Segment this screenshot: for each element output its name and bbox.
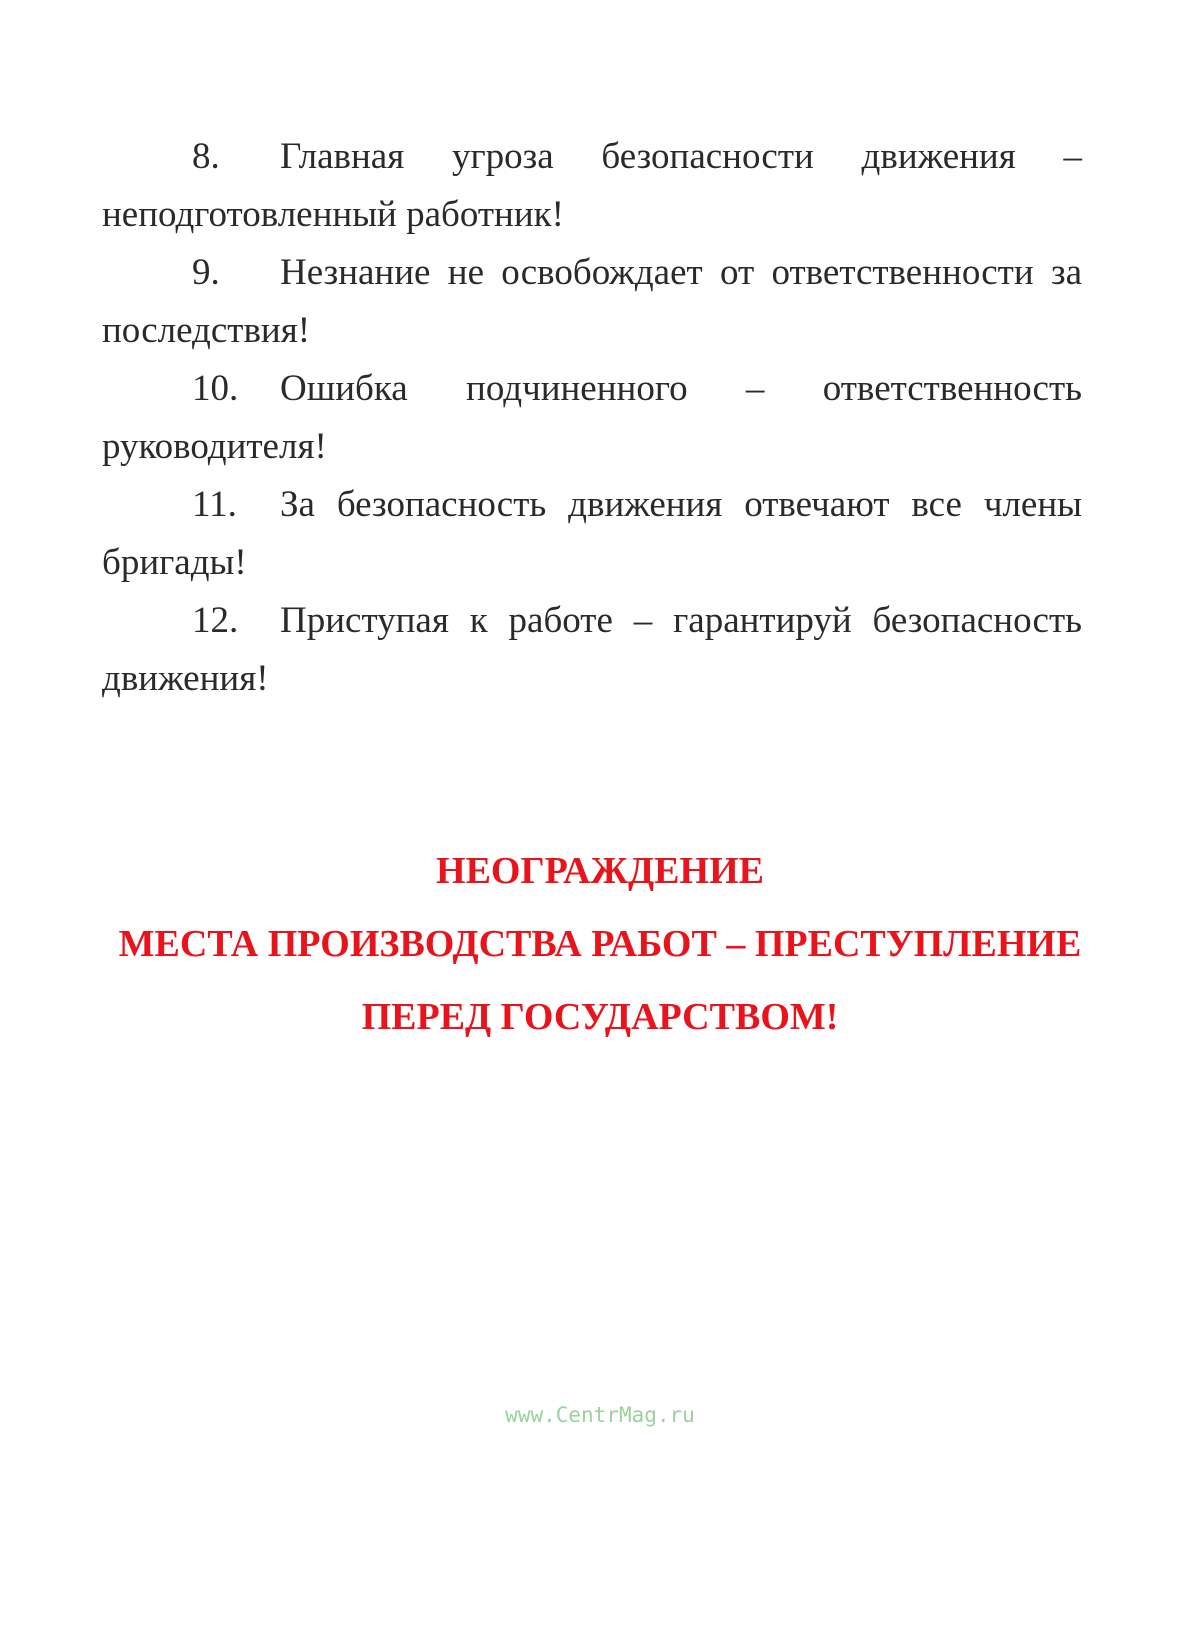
rule-item-11 bbox=[102, 476, 1082, 592]
rule-item-9 bbox=[102, 244, 1082, 360]
watermark: www.CentrMag.ru bbox=[505, 1403, 695, 1427]
rule-text: Главная угроза безопасности движения – неподготовленный работник! bbox=[102, 136, 1082, 235]
rule-text: Приступая к работе – гарантируй безопасность движения! bbox=[102, 600, 1082, 699]
warning-slogan bbox=[0, 835, 1200, 1054]
rule-text: Незнание не освобождает от ответственности за последствия! bbox=[102, 252, 1082, 351]
rule-number: 9. bbox=[192, 252, 220, 293]
slogan-line-3: ПЕРЕД ГОСУДАРСТВОМ! bbox=[361, 996, 839, 1038]
slogan-line-2: МЕСТА ПРОИЗВОДСТВА РАБОТ – ПРЕСТУПЛЕНИЕ bbox=[118, 923, 1082, 965]
rule-number: 10. bbox=[192, 368, 239, 409]
rule-text: За безопасность движения отвечают все члены бригады! bbox=[102, 484, 1082, 583]
slogan-line-1: НЕОГРАЖДЕНИЕ bbox=[436, 850, 764, 892]
rule-number: 11. bbox=[192, 484, 237, 525]
rules-list bbox=[102, 128, 1082, 708]
rule-number: 12. bbox=[192, 600, 239, 641]
rule-number: 8. bbox=[192, 136, 220, 177]
rule-item-10 bbox=[102, 360, 1082, 476]
rule-item-12 bbox=[102, 592, 1082, 708]
rule-text: Ошибка подчиненного – ответственность руководителя! bbox=[102, 368, 1082, 467]
rule-item-8 bbox=[102, 128, 1082, 244]
